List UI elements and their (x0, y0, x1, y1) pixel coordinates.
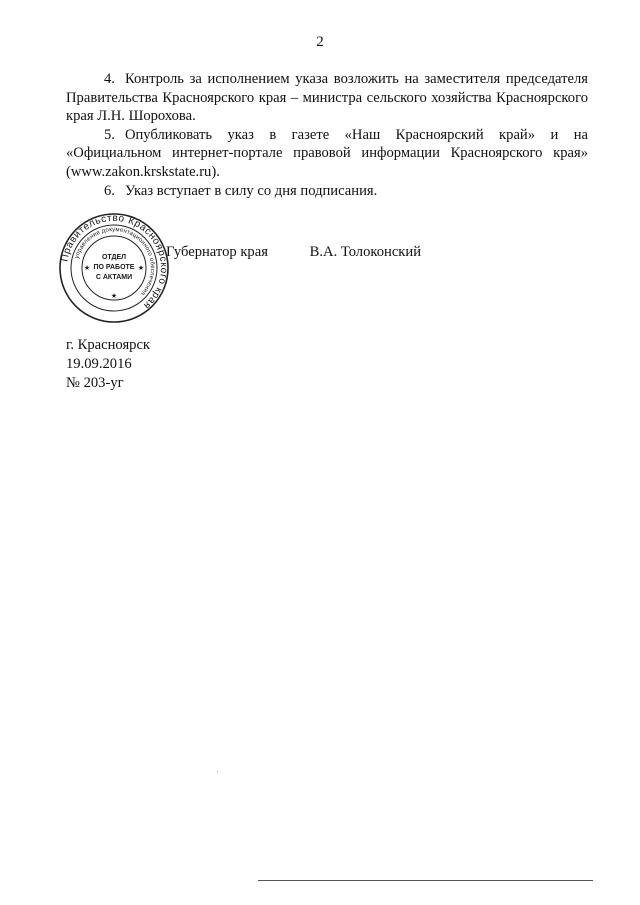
signatory-title: Губернатор края (166, 244, 268, 260)
stamp-inner-text: управление документационного обеспечения (74, 226, 156, 297)
stamp-center-line: ОТДЕЛ (101, 254, 127, 261)
scan-speck (217, 771, 218, 772)
document-footer (66, 336, 150, 393)
stamp-outer-text: Правительство Красноярского края (59, 212, 170, 312)
issue-city: г. Красноярск (66, 337, 151, 353)
official-stamp (58, 212, 170, 324)
paragraph-number: 6. (104, 182, 115, 199)
decree-number: № 203-уг (66, 375, 124, 391)
stamp-star-icon: ★ (83, 265, 91, 272)
paragraph-6 (66, 182, 588, 201)
paragraph-number: 4. (104, 71, 115, 87)
signatory-name: В.А. Толоконский (309, 244, 422, 260)
issue-date: 19.09.2016 (66, 356, 132, 372)
page-number: 2 (316, 34, 324, 50)
signature-block (166, 244, 421, 261)
document-body (66, 70, 588, 200)
paragraph-text: Опубликовать указ в газете «Наш Красноярский край» и на «Официальном интернет-портале правовой информации Красноярского края» (www.zakon.krskstate.ru). (66, 126, 588, 180)
paragraph-5 (66, 126, 588, 182)
stamp-star-icon: ★ (137, 265, 145, 272)
stamp-center-line: С АКТАМИ (95, 274, 133, 281)
stamp-star-icon: ★ (110, 293, 118, 300)
stamp-center-line: ПО РАБОТЕ (93, 264, 135, 271)
paragraph-text: Указ вступает в силу со дня подписания. (124, 182, 378, 199)
paragraph-4 (66, 70, 588, 126)
bottom-divider (258, 880, 593, 881)
paragraph-text: Контроль за исполнением указа возложить на заместителя председателя Правительства Красноярского края – министра сельского хозяйства Красноярского края Л.Н. Шорохова. (66, 71, 588, 125)
paragraph-number: 5. (104, 126, 115, 143)
